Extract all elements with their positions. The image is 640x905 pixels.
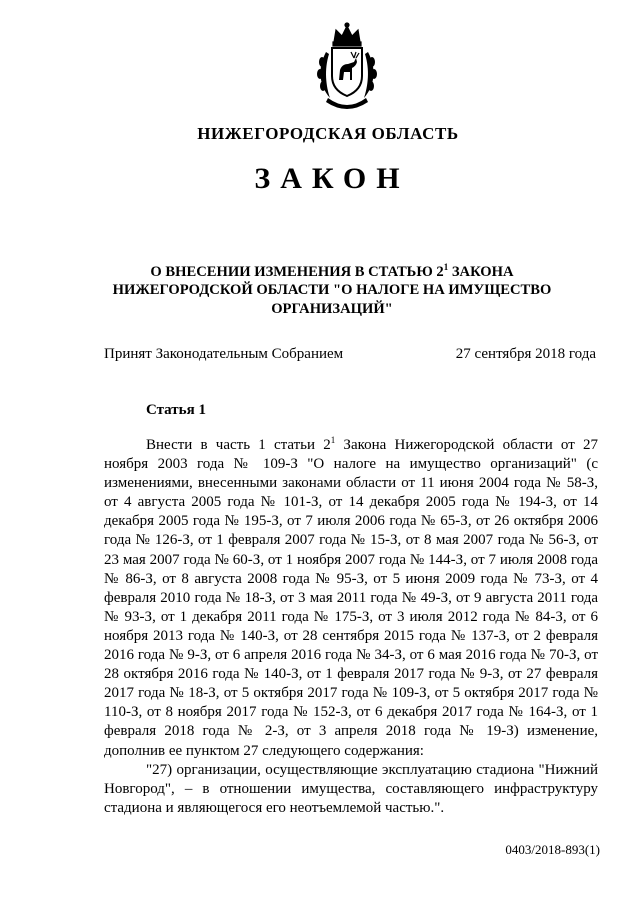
article-paragraph-1: [104, 436, 598, 761]
article-paragraph-2: "27) организации, осуществляющие эксплуатацию стадиона "Нижний Новгород", – в отношении имущества, составляющего инфраструктуру стадиона и являющегося его неотъемлемой частью.".: [104, 761, 598, 816]
subject-superscript: 1: [443, 262, 449, 272]
adoption-text: Принят Законодательным Собранием: [104, 346, 344, 362]
article-body: [104, 436, 598, 818]
paragraph-1-superscript: 1: [330, 435, 336, 445]
paragraph-1-start: Внести в часть 1 статьи 2: [146, 437, 331, 453]
region-heading: НИЖЕГОРОДСКАЯ ОБЛАСТЬ: [197, 124, 459, 143]
document-type-title: ЗАКОН: [254, 162, 410, 195]
article-title: Статья 1: [146, 402, 206, 418]
subject-line-2: НИЖЕГОРОДСКОЙ ОБЛАСТИ "О НАЛОГЕ НА ИМУЩЕСТВО: [112, 282, 552, 299]
subject-line-1: О ВНЕСЕНИИ ИЗМЕНЕНИЯ В СТАТЬЮ 2: [150, 263, 444, 280]
subject-line-3: ОРГАНИЗАЦИЙ": [271, 300, 393, 317]
subject-line-1-end: ЗАКОНА: [448, 263, 514, 280]
adoption-date: 27 сентября 2018 года: [455, 346, 596, 362]
adoption-line: [104, 346, 596, 363]
document-number: 0403/2018-893(1): [505, 842, 600, 857]
law-subject-title: [100, 258, 564, 318]
coat-of-arms-emblem: [312, 22, 382, 110]
paragraph-1-rest: Закона Нижегородской области от 27 ноября 2003 года № 109-З "О налоге на имущество организаций" (с изменениями, внесенными законами области от 11 июня 2004 года № 58-З, от 4 августа 2005 года № 101-З, от 14 декабря 2005 года № 194-З, от 14 декабря 2005 года № 195-З, от 7 июля 2006 года № 65-З, от 26 октября 2006 года № 126-З, от 1 февраля 2007 года № 15-З, от 8 мая 2007 года № 56-З, от 23 мая 2007 года № 60-З, от 1 ноября 2007 года № 144-З, от 7 июля 2008 года № 86-З, от 8 августа 2008 года № 95-З, от 5 июня 2009 года № 73-З, от 4 февраля 2010 года № 18-З, от 3 мая 2011 года № 49-З, от 9 августа 2011 года № 93-З, от 1 декабря 2011 года № 175-З, от 3 июля 2012 года № 84-З, от 6 ноября 2013 года № 140-З, от 28 сентября 2015 года № 137-З, от 2 февраля 2016 года № 9-З, от 6 апреля 2016 года № 34-З, от 6 мая 2016 года № 70-З, от 28 октября 2016 года № 140-З, от 1 февраля 2017 года № 9-З, от 27 февраля 2017 года № 18-З, от 5 октября 2017 года № 109-З, от 5 октября 2017 года № 110-З, от 8 ноября 2017 года № 152-З, от 6 декабря 2017 года № 164-З, от 1 февраля 2018 года № 2-З, от 3 апреля 2018 года № 19-З) изменение, дополнив ее пунктом 27 следующего содержания:: [104, 437, 598, 759]
